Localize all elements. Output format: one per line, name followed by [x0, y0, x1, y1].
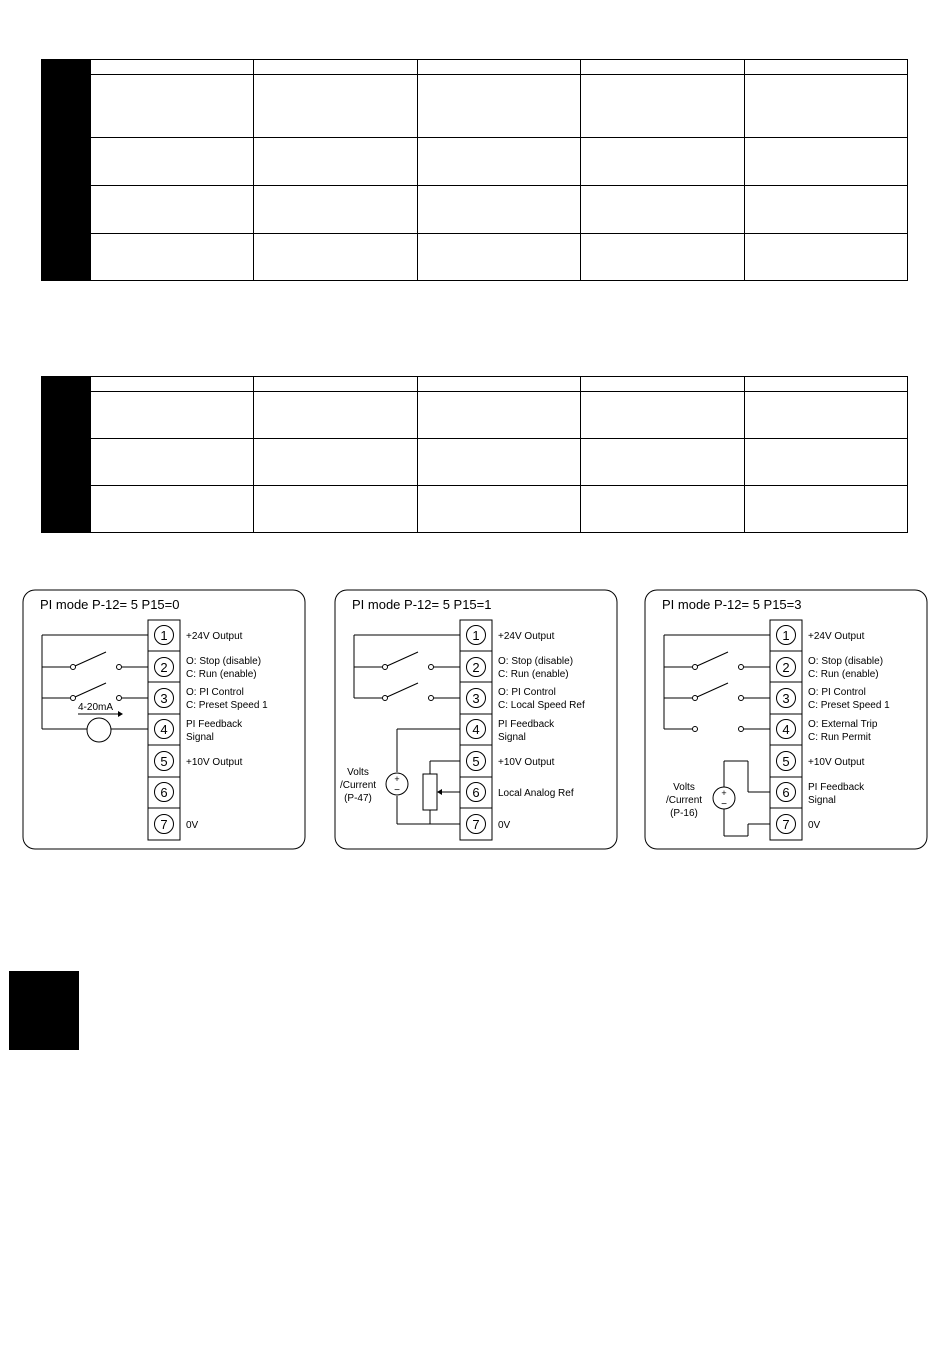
wiring-diagram-svg [644, 589, 929, 851]
svg-text:4: 4 [782, 722, 790, 737]
table-row [42, 75, 908, 138]
table-header-corner [42, 377, 91, 392]
switch-icon [383, 652, 434, 670]
parameter-table-1 [41, 59, 908, 281]
terminal-5-label: +10V Output [808, 757, 865, 768]
source-annotation-line3: (P-47) [344, 793, 372, 804]
table-row [42, 186, 908, 234]
table-row [42, 234, 908, 281]
switch-icon [71, 652, 122, 670]
table-header-cell [581, 60, 744, 75]
source-annotation-line1: Volts [347, 767, 369, 778]
terminal-4 [467, 720, 486, 739]
terminal-3-label-open: O: PI Control [498, 687, 556, 698]
terminal-4-label-line2: Signal [498, 732, 526, 743]
terminal-4 [777, 720, 796, 739]
wiring-diagram-svg [334, 589, 619, 851]
svg-text:+: + [394, 774, 400, 784]
switch-icon [383, 683, 434, 701]
svg-text:7: 7 [782, 817, 790, 832]
table-row [42, 138, 908, 186]
terminal-2-label-closed: C: Run (enable) [186, 669, 257, 680]
svg-text:−: − [394, 785, 400, 796]
table-header-corner [42, 60, 91, 75]
terminal-6 [467, 783, 486, 802]
terminal-7-label: 0V [186, 820, 199, 831]
terminal-1-label: +24V Output [808, 631, 865, 642]
svg-text:2: 2 [160, 660, 168, 675]
terminal-2 [777, 658, 796, 677]
terminal-6-label-line2: Signal [808, 795, 836, 806]
svg-text:6: 6 [472, 785, 480, 800]
svg-text:4: 4 [160, 722, 168, 737]
table-header-cell [417, 60, 580, 75]
terminal-6 [777, 783, 796, 802]
svg-text:4: 4 [472, 722, 480, 737]
switch-icon [693, 652, 744, 670]
terminal-3-label-closed: C: Preset Speed 1 [808, 700, 890, 711]
terminal-1 [155, 626, 174, 645]
current-annotation: 4-20mA [78, 702, 114, 713]
source-annotation-line2: /Current [339, 780, 377, 791]
svg-text:2: 2 [472, 660, 480, 675]
svg-text:5: 5 [160, 754, 168, 769]
terminal-1-label: +24V Output [186, 631, 243, 642]
terminal-7-label: 0V [808, 820, 821, 831]
voltage-source-icon [713, 787, 735, 810]
svg-text:7: 7 [160, 817, 168, 832]
parameter-table-2 [41, 376, 908, 533]
terminal-4-label-line2: Signal [186, 732, 214, 743]
terminal-4-label-open: O: External Trip [808, 719, 878, 730]
terminal-3-label-open: O: PI Control [808, 687, 866, 698]
section-tab-marker [9, 971, 79, 1050]
svg-text:6: 6 [160, 785, 168, 800]
table-row [42, 486, 908, 533]
terminal-7 [467, 815, 486, 834]
svg-text:3: 3 [160, 691, 168, 706]
terminal-3-label-closed: C: Local Speed Ref [498, 700, 585, 711]
svg-text:−: − [721, 799, 727, 810]
terminal-4-label-line1: PI Feedback [186, 719, 243, 730]
table-header-cell [744, 60, 907, 75]
table-header-cell [417, 377, 580, 392]
terminal-2-label-open: O: Stop (disable) [498, 656, 574, 667]
terminal-5 [777, 752, 796, 771]
switch-icon [693, 683, 744, 701]
terminal-4-label-line1: PI Feedback [498, 719, 555, 730]
svg-text:1: 1 [160, 628, 168, 643]
source-annotation-line2: /Current [665, 795, 703, 806]
terminal-4-label-closed: C: Run Permit [808, 732, 871, 743]
svg-text:3: 3 [472, 691, 480, 706]
table-row [42, 392, 908, 439]
svg-text:5: 5 [472, 754, 480, 769]
terminal-2-label-closed: C: Run (enable) [808, 669, 879, 680]
wiring-diagram-p15-0 [22, 589, 307, 856]
terminal-2-label-closed: C: Run (enable) [498, 669, 569, 680]
svg-text:2: 2 [782, 660, 790, 675]
svg-text:1: 1 [782, 628, 790, 643]
terminal-5-label: +10V Output [498, 757, 555, 768]
terminal-2 [467, 658, 486, 677]
terminal-5-label: +10V Output [186, 757, 243, 768]
table-header-cell [91, 377, 254, 392]
terminal-7 [777, 815, 796, 834]
terminal-1-label: +24V Output [498, 631, 555, 642]
table-row [42, 439, 908, 486]
svg-text:5: 5 [782, 754, 790, 769]
potentiometer-icon [423, 774, 442, 810]
terminal-1 [777, 626, 796, 645]
svg-text:7: 7 [472, 817, 480, 832]
terminal-3 [467, 689, 486, 708]
contact-icon [693, 727, 744, 732]
wiring-diagram-p15-1 [334, 589, 619, 856]
source-annotation-line1: Volts [673, 782, 695, 793]
terminal-3-label-open: O: PI Control [186, 687, 244, 698]
table-header-cell [254, 377, 417, 392]
terminal-2 [155, 658, 174, 677]
terminal-7-label: 0V [498, 820, 511, 831]
terminal-1 [467, 626, 486, 645]
table-header-cell [254, 60, 417, 75]
wiring-diagram-svg [22, 589, 307, 851]
diagram-title: PI mode P-12= 5 P15=1 [352, 597, 492, 612]
current-source-icon [78, 711, 123, 742]
terminal-6 [155, 783, 174, 802]
diagram-title: PI mode P-12= 5 P15=0 [40, 597, 180, 612]
terminal-6-label-line1: PI Feedback [808, 782, 865, 793]
svg-text:6: 6 [782, 785, 790, 800]
terminal-3-label-closed: C: Preset Speed 1 [186, 700, 268, 711]
terminal-2-label-open: O: Stop (disable) [808, 656, 884, 667]
svg-text:+: + [721, 788, 727, 798]
switch-icon [71, 683, 122, 701]
terminal-3 [777, 689, 796, 708]
table-header-cell [581, 377, 744, 392]
svg-text:1: 1 [472, 628, 480, 643]
terminal-5 [467, 752, 486, 771]
table-header-cell [91, 60, 254, 75]
voltage-source-icon [386, 773, 408, 796]
diagram-title: PI mode P-12= 5 P15=3 [662, 597, 802, 612]
terminal-7 [155, 815, 174, 834]
svg-text:3: 3 [782, 691, 790, 706]
table-header-cell [744, 377, 907, 392]
terminal-4 [155, 720, 174, 739]
terminal-2-label-open: O: Stop (disable) [186, 656, 262, 667]
terminal-3 [155, 689, 174, 708]
source-annotation-line3: (P-16) [670, 808, 698, 819]
terminal-5 [155, 752, 174, 771]
wiring-diagram-p15-3 [644, 589, 929, 856]
terminal-6-label: Local Analog Ref [498, 788, 574, 799]
wiring [42, 635, 148, 729]
